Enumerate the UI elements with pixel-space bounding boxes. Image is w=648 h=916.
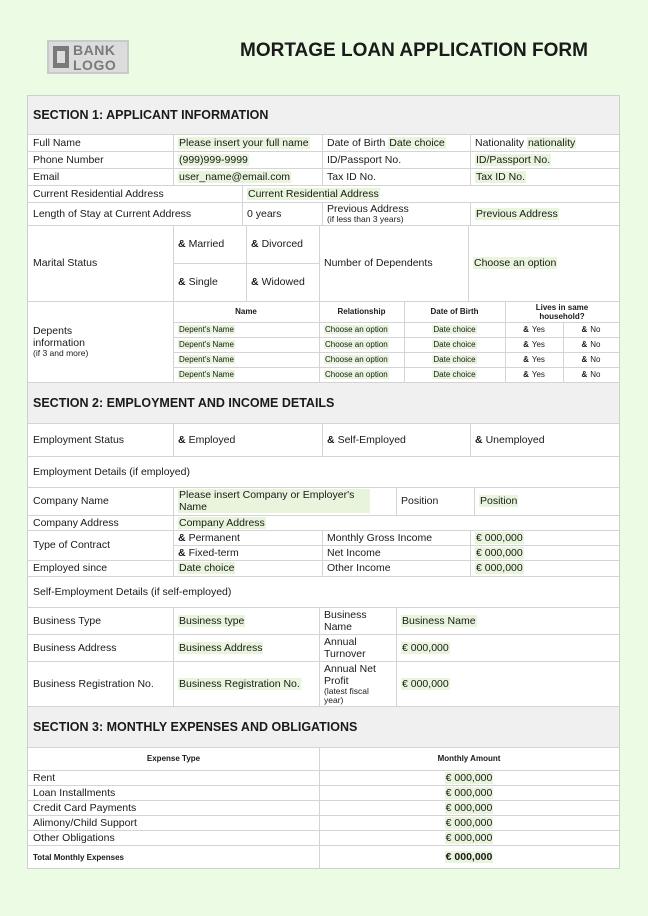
dependents-value: Choose an option [474, 257, 557, 269]
other-income-input[interactable] [470, 560, 619, 576]
tax-value: Tax ID No. [476, 170, 526, 183]
checkbox-icon: & [178, 546, 186, 559]
profit-label-cell [319, 661, 396, 706]
status-option-label: Employed [188, 433, 236, 446]
profit-note: (latest fiscal year) [324, 685, 369, 705]
net-income-label: Net Income [327, 546, 381, 559]
gross-income-input[interactable] [470, 530, 619, 545]
address-value: Current Residential Address [248, 187, 379, 200]
marital-option-divorced[interactable] [246, 225, 319, 263]
expense-row-label: Alimony/Child Support [33, 816, 137, 829]
contract-option-fixed-term[interactable] [173, 545, 322, 560]
dep-yes-label: Yes [531, 340, 545, 349]
profit-input[interactable] [396, 661, 619, 706]
dependents-label: Number of Dependents [324, 257, 433, 269]
tax-input[interactable] [470, 168, 619, 185]
marital-option-married[interactable] [173, 225, 246, 263]
marital-option-widowed[interactable] [246, 263, 319, 301]
depents-label: Depents information [33, 325, 85, 349]
checkbox-icon: & [523, 355, 529, 364]
dep-header-relationship: Relationship [337, 307, 386, 316]
checkbox-icon: & [178, 531, 186, 544]
expense-type-header: Expense Type [146, 754, 201, 763]
dep-header-household: Lives in same household? [535, 302, 589, 321]
profit-label: Annual Net Profit [324, 662, 376, 687]
section2-heading: SECTION 2: EMPLOYMENT AND INCOME DETAILS [28, 383, 619, 423]
page-title: MORTAGE LOAN APPLICATION FORM [240, 40, 588, 61]
expense-row-amount[interactable] [319, 800, 619, 815]
turnover-value: € 000,000 [402, 641, 449, 654]
dep-rel-value: Choose an option [325, 325, 388, 334]
dep-name-value: Depent's Name [179, 355, 234, 364]
expense-row-amount[interactable] [319, 785, 619, 800]
marital-option-label: Widowed [261, 276, 305, 288]
logo-mark-icon [53, 46, 69, 68]
stay-input[interactable] [242, 202, 322, 225]
full-name-label: Full Name [33, 136, 81, 149]
dep-name-value: Depent's Name [179, 370, 234, 379]
id-input[interactable] [470, 151, 619, 168]
dep-row-no[interactable] [563, 352, 619, 367]
dep-row-dob[interactable] [404, 367, 505, 382]
marital-option-label: Single [188, 276, 218, 288]
dep-row-yes[interactable] [505, 352, 563, 367]
dep-no-label: No [590, 340, 601, 349]
expense-row-label: Rent [33, 771, 56, 784]
employed-since-label: Employed since [33, 562, 108, 574]
business-name-value: Business Name [402, 614, 476, 627]
checkbox-icon: & [523, 340, 529, 349]
status-option-unemployed[interactable] [470, 423, 619, 456]
dep-no-label: No [590, 355, 601, 364]
stay-label: Length of Stay at Current Address [33, 207, 192, 220]
total-expenses-label: Total Monthly Expenses [33, 852, 124, 862]
address-input[interactable] [242, 185, 619, 202]
marital-label: Marital Status [33, 257, 98, 269]
checkbox-icon: & [251, 238, 259, 250]
prev-address-note: (if less than 3 years) [327, 214, 404, 224]
expense-amount-value: € 000,000 [445, 801, 493, 814]
prev-address-value: Previous Address [476, 207, 558, 220]
email-value: user_name@email.com [179, 170, 291, 183]
business-address-value: Business Address [179, 641, 263, 654]
expense-row-label: Loan Installments [33, 786, 116, 799]
dep-row-name[interactable] [173, 322, 319, 337]
monthly-amount-header: Monthly Amount [437, 754, 501, 763]
status-option-self-employed[interactable] [322, 423, 470, 456]
application-form [27, 95, 620, 869]
position-label: Position [401, 495, 439, 507]
prev-address-input[interactable] [470, 202, 619, 225]
expense-amount-value: € 000,000 [445, 816, 493, 829]
checkbox-icon: & [251, 276, 259, 288]
dob-label: Date of Birth [327, 136, 386, 149]
dep-rel-value: Choose an option [325, 355, 388, 364]
employment-status-label: Employment Status [33, 433, 125, 446]
status-option-employed[interactable] [173, 423, 322, 456]
dep-row-name[interactable] [173, 367, 319, 382]
dep-row-name[interactable] [173, 337, 319, 352]
phone-input[interactable] [173, 151, 322, 168]
prev-address-label: Previous Address [327, 203, 409, 215]
dep-row-no[interactable] [563, 337, 619, 352]
checkbox-icon: & [178, 433, 186, 446]
total-expenses-value: € 000,000 [445, 851, 493, 863]
depents-note: (if 3 and more) [33, 348, 89, 358]
checkbox-icon: & [178, 276, 186, 288]
expense-row-amount[interactable] [319, 770, 619, 785]
dep-name-value: Depent's Name [179, 340, 234, 349]
position-value: Position [480, 495, 518, 507]
id-label: ID/Passport No. [327, 153, 402, 166]
tax-label: Tax ID No. [327, 170, 377, 183]
prev-address-label-cell [322, 202, 470, 225]
dep-row-relationship[interactable] [319, 322, 404, 337]
checkbox-icon: & [523, 325, 529, 334]
dob-value: Date choice [389, 136, 445, 149]
turnover-input[interactable] [396, 634, 619, 661]
employed-since-value: Date choice [179, 562, 235, 574]
dep-row-dob[interactable] [404, 322, 505, 337]
address-label: Current Residential Address [33, 187, 164, 200]
checkbox-icon: & [581, 325, 588, 334]
dep-row-yes[interactable] [505, 367, 563, 382]
section3-heading: SECTION 3: MONTHLY EXPENSES AND OBLIGATIONS [28, 707, 619, 747]
dep-row-dob[interactable] [404, 337, 505, 352]
checkbox-icon: & [581, 340, 588, 349]
phone-value: (999)999-9999 [179, 153, 248, 166]
full-name-input[interactable] [173, 134, 322, 151]
business-type-label: Business Type [33, 614, 102, 627]
dep-row-dob[interactable] [404, 352, 505, 367]
self-employment-heading: Self-Employment Details (if self-employed) [33, 585, 232, 598]
dep-no-label: No [590, 370, 601, 379]
expense-amount-value: € 000,000 [445, 831, 493, 844]
dep-dob-value: Date choice [433, 340, 476, 349]
nationality-value: nationality [527, 136, 576, 149]
status-option-label: Self-Employed [337, 433, 406, 446]
dep-header-dob: Date of Birth [430, 307, 479, 316]
business-reg-value: Business Registration No. [179, 677, 300, 690]
business-reg-input[interactable] [173, 661, 319, 706]
gross-income-value: € 000,000 [476, 531, 523, 544]
expense-row-label: Other Obligations [33, 831, 115, 844]
expense-row-amount[interactable] [319, 830, 619, 845]
stay-value: 0 years [247, 207, 282, 220]
other-income-value: € 000,000 [476, 562, 523, 574]
company-address-value: Company Address [179, 516, 265, 529]
net-income-input[interactable] [470, 545, 619, 560]
expense-row-amount[interactable] [319, 815, 619, 830]
business-name-label: Business Name [324, 608, 367, 633]
dep-rel-value: Choose an option [325, 370, 388, 379]
dep-row-yes[interactable] [505, 322, 563, 337]
turnover-label: Annual Turnover [324, 635, 366, 660]
position-input[interactable] [474, 487, 619, 515]
dep-dob-value: Date choice [433, 370, 476, 379]
dep-dob-value: Date choice [433, 355, 476, 364]
marital-option-label: Divorced [261, 238, 304, 250]
dep-yes-label: Yes [531, 355, 545, 364]
business-type-value: Business type [179, 614, 245, 627]
other-income-label: Other Income [327, 562, 391, 574]
business-name-input[interactable] [396, 607, 619, 634]
dep-no-label: No [590, 325, 601, 334]
checkbox-icon: & [581, 370, 588, 379]
contract-option-label: Fixed-term [188, 546, 239, 559]
dep-row-relationship[interactable] [319, 352, 404, 367]
marital-option-label: Married [188, 238, 225, 250]
gross-income-label: Monthly Gross Income [327, 531, 433, 544]
contract-option-permanent[interactable] [173, 530, 322, 545]
marital-option-single[interactable] [173, 263, 246, 301]
nationality-label: Nationality [475, 136, 525, 149]
company-name-value: Please insert Company or Employer's Name [178, 489, 370, 513]
dep-header-name: Name [235, 307, 257, 316]
contract-label: Type of Contract [33, 539, 111, 551]
expense-row-label: Credit Card Payments [33, 801, 137, 814]
id-value: ID/Passport No. [476, 153, 551, 166]
contract-option-label: Permanent [188, 531, 240, 544]
net-income-value: € 000,000 [476, 546, 523, 559]
depents-label-cell [28, 301, 173, 382]
bank-logo [47, 40, 129, 74]
dep-rel-value: Choose an option [325, 340, 388, 349]
total-expenses-amount[interactable] [319, 845, 619, 869]
company-name-label: Company Name [33, 495, 109, 507]
company-name-input[interactable] [173, 487, 396, 515]
business-address-input[interactable] [173, 634, 319, 661]
phone-label: Phone Number [33, 153, 104, 166]
company-address-input[interactable] [173, 515, 619, 530]
dep-yes-label: Yes [531, 370, 545, 379]
dep-row-relationship[interactable] [319, 367, 404, 382]
expense-amount-value: € 000,000 [445, 771, 493, 784]
logo-line1: BANK [73, 42, 116, 58]
employment-details-heading: Employment Details (if employed) [33, 465, 190, 478]
status-option-label: Unemployed [485, 433, 545, 446]
dep-dob-value: Date choice [433, 325, 476, 334]
checkbox-icon: & [327, 433, 335, 446]
full-name-value: Please insert your full name [179, 136, 309, 149]
business-type-input[interactable] [173, 607, 319, 634]
dob-field[interactable] [322, 134, 470, 151]
business-reg-label: Business Registration No. [33, 677, 154, 690]
checkbox-icon: & [178, 238, 186, 250]
dep-yes-label: Yes [531, 325, 545, 334]
company-address-label: Company Address [33, 516, 119, 529]
checkbox-icon: & [581, 355, 588, 364]
dep-row-relationship[interactable] [319, 337, 404, 352]
dep-row-name[interactable] [173, 352, 319, 367]
business-address-label: Business Address [33, 641, 117, 654]
employed-since-input[interactable] [173, 560, 322, 576]
section1-heading: SECTION 1: APPLICANT INFORMATION [28, 96, 619, 134]
logo-line2: LOGO [73, 57, 117, 73]
email-label: Email [33, 170, 60, 183]
profit-value: € 000,000 [402, 677, 449, 690]
email-input[interactable] [173, 168, 322, 185]
dep-row-yes[interactable] [505, 337, 563, 352]
checkbox-icon: & [475, 433, 483, 446]
checkbox-icon: & [523, 370, 529, 379]
dep-row-no[interactable] [563, 367, 619, 382]
dependents-select[interactable] [468, 225, 619, 301]
expense-amount-value: € 000,000 [445, 786, 493, 799]
dep-name-value: Depent's Name [179, 325, 234, 334]
dep-row-no[interactable] [563, 322, 619, 337]
nationality-field[interactable] [470, 134, 619, 151]
